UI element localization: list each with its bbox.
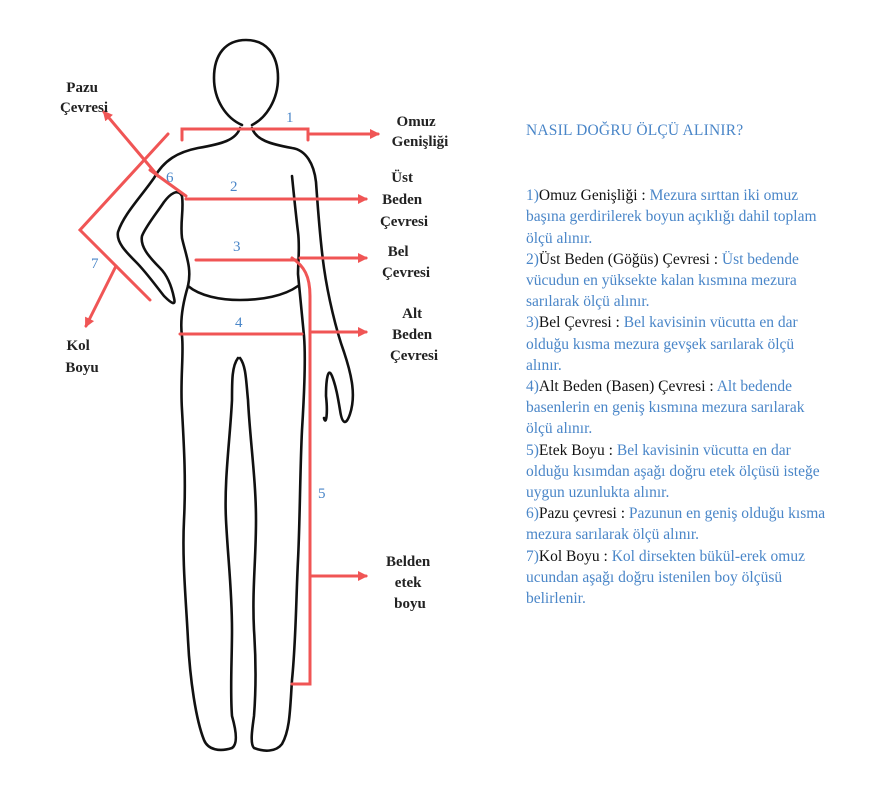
item-description: Alt bedende basenlerin en geniş kısmına mezura sarılarak ölçü alınır. [526, 378, 805, 438]
item-term: Üst Beden (Göğüs) Çevresi : [538, 250, 719, 268]
instructions-panel [526, 120, 826, 609]
upper-arm-arrow [104, 112, 158, 176]
instruction-item [526, 312, 826, 376]
item-number: 2) [526, 250, 539, 268]
item-term: Alt Beden (Basen) Çevresi : [538, 378, 714, 396]
instruction-item [526, 440, 826, 504]
item-number: 6) [526, 505, 539, 523]
label-upper-arm: Pazu Çevresi [59, 80, 109, 116]
sleeve-arrow [86, 266, 116, 326]
instruction-item [526, 249, 826, 313]
item-term: Kol Boyu : [538, 547, 608, 565]
item-number: 4) [526, 378, 539, 396]
item-description: Kol dirsekten bükül-erek omuz ucundan aşağı doğru istenilen boy ölçüsü belirlenir. [526, 547, 805, 608]
instruction-item [526, 376, 826, 440]
instruction-item [526, 503, 826, 545]
number-3: 3 [233, 239, 241, 255]
number-2: 2 [230, 179, 238, 195]
measurement-labels [60, 80, 448, 612]
shoulder-bracket [182, 129, 308, 140]
instruction-item [526, 546, 826, 610]
label-waist: Bel Çevresi [381, 244, 431, 281]
item-number: 7) [526, 547, 539, 565]
number-7: 7 [91, 256, 99, 272]
number-4: 4 [235, 315, 243, 331]
body-silhouette [118, 40, 353, 751]
item-description: Mezura sırttan iki omuz başına gerdirilerek boyun açıklığı dahil toplam ölçü alınır. [526, 187, 817, 247]
item-number: 1) [526, 187, 539, 205]
item-description: Bel kavisinin vücutta en dar olduğu kısımdan aşağı doğru etek ölçüsü isteğe uygun uzunlukta alınır. [526, 441, 820, 502]
item-description: Pazunun en geniş olduğu kısma mezura sarılarak ölçü alınır. [526, 505, 826, 544]
item-term: Bel Çevresi : [538, 314, 620, 332]
number-6: 6 [166, 170, 174, 186]
instruction-item [526, 185, 826, 249]
measurement-numbers [91, 110, 326, 502]
measurement-lines [80, 112, 378, 684]
label-shoulder: Omuz Genişliği [391, 114, 449, 150]
item-number: 3) [526, 314, 539, 332]
item-description: Üst bedende vücudun en yüksekte kalan kısmına mezura sarılarak ölçü alınır. [526, 250, 799, 311]
number-1: 1 [286, 110, 294, 126]
label-sleeve: Kol Boyu [65, 338, 99, 376]
number-5: 5 [318, 486, 326, 502]
label-chest: Üst Beden Çevresi [379, 170, 429, 230]
item-term: Pazu çevresi : [538, 505, 625, 523]
item-description: Bel kavisinin vücutta en dar olduğu kısma mezura gevşek sarılarak ölçü alınır. [526, 314, 798, 374]
item-term: Etek Boyu : [538, 441, 613, 459]
item-number: 5) [526, 441, 539, 459]
label-hip: Alt Beden Çevresi [389, 306, 439, 364]
instructions-title: NASIL DOĞRU ÖLÇÜ ALINIR? [526, 122, 744, 139]
label-skirt: Belden etek boyu [386, 554, 431, 612]
item-term: Omuz Genişliği : [538, 187, 646, 205]
instructions-list [526, 185, 826, 609]
